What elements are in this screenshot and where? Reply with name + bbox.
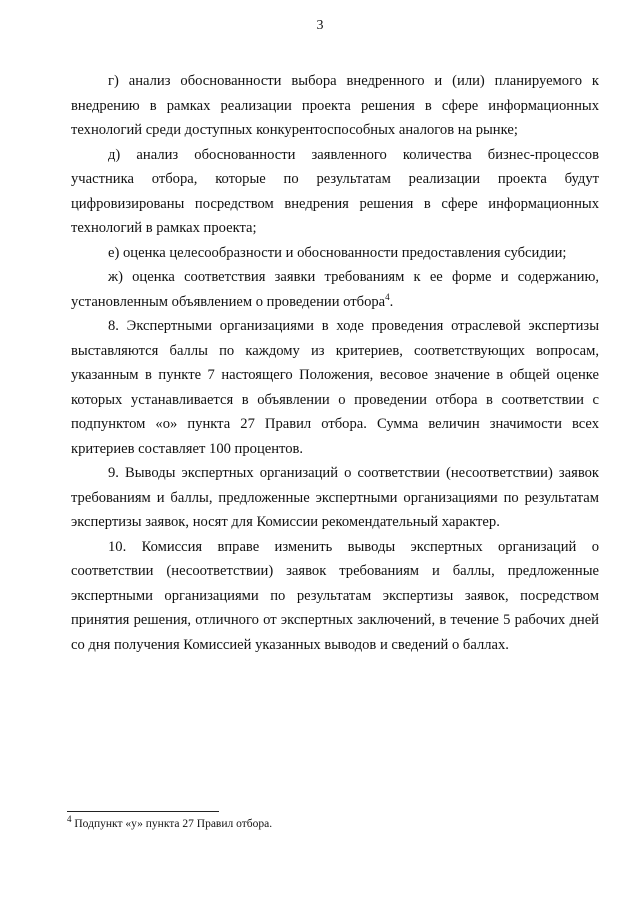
footnote-divider [67,811,219,812]
paragraph-zh-end: . [389,293,394,310]
footnote [67,814,273,831]
footnote-reference: 4 [385,291,390,302]
page-number: 3 [316,18,324,33]
paragraph-g: г) анализ обоснованности выбора внедренного и (или) планируемого к внедрению в рамках реализации проекта решения в сфере информационных технологий среди доступных конкурентоспособных аналогов на рынке; [71,73,599,138]
paragraph-e: е) оценка целесообразности и обоснованности предоставления субсидии; [108,244,567,261]
paragraph-d: д) анализ обоснованности заявленного количества бизнес-процессов участника отбора, которые по результатам реализации проекта будут цифровизированы посредством внедрения решения в сфере информационных технологий в рамках проекта; [71,146,599,236]
body-text [71,69,599,657]
footnote-text: Подпункт «у» пункта 27 Правил отбора. [74,818,273,830]
paragraph-zh [71,265,599,314]
paragraph-10: 10. Комиссия вправе изменить выводы экспертных организаций о соответствии (несоответствии) заявок требованиям и баллы, предложенные экспертными организациями по результатам экспертизы заявок, посредством принятия решения, отличного от экспертных заключений, в течение 5 рабочих дней со дня получения Комиссией указанных выводов и сведений о баллах. [71,538,599,653]
paragraph-zh-text: ж) оценка соответствия заявки требованиям к ее форме и содержанию, установленным объявлением о проведении отбора [71,269,599,310]
footnote-mark: 4 [67,814,72,825]
paragraph-8: 8. Экспертными организациями в ходе проведения отраслевой экспертизы выставляются баллы по каждому из критериев, соответствующих вопросам, указанным в пункте 7 настоящего Положения, весовое значение в общей оценке которых устанавливается в объявлении о проведении отбора в соответствии с подпунктом «о» пункта 27 Правил отбора. Сумма величин значимости всех критериев составляет 100 процентов. [71,318,599,457]
paragraph-9: 9. Выводы экспертных организаций о соответствии (несоответствии) заявок требованиям и баллы, предложенные экспертными организациями по результатам экспертизы заявок, носят для Комиссии рекомендательный характер. [71,465,599,530]
